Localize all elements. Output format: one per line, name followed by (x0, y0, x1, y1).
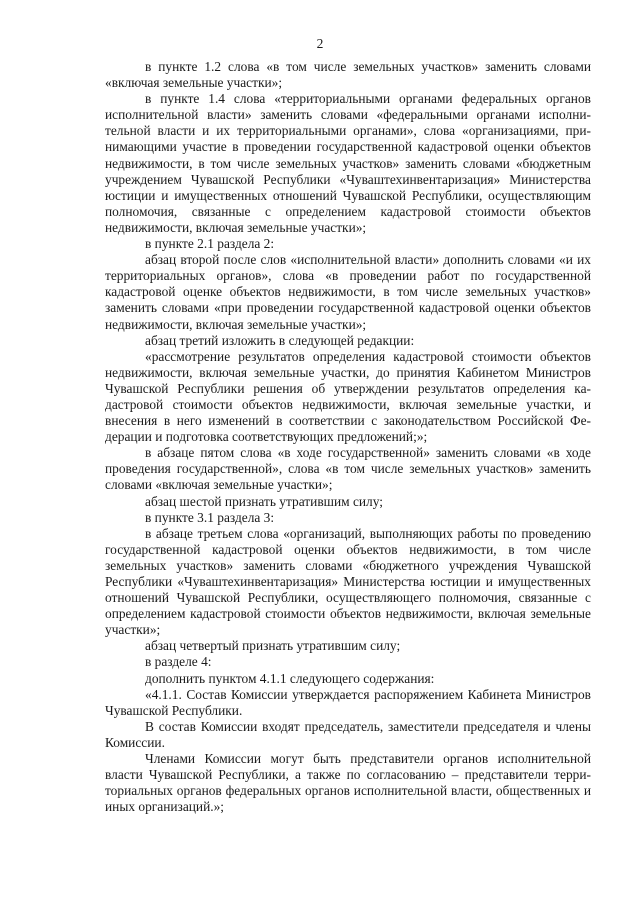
paragraph: дополнить пунктом 4.1.1 следующего содержания: (145, 670, 435, 686)
paragraph: «4.1.1. Состав Комиссии утверждается распоряжением Кабинета Министров Чувашской Республики. (105, 686, 591, 718)
paragraph: абзац четвертый признать утратившим силу; (145, 638, 401, 654)
document-body (105, 59, 591, 815)
paragraph: в пункте 2.1 раздела 2: (145, 236, 275, 252)
page-number: 2 (316, 36, 324, 51)
paragraph: в пункте 1.4 слова «территориальными органами федеральных органов исполнительной власти» заменить словами «федеральными органами исполнительной власти и их территориальными органами», слова «организациями, принимающими участие в проведении государственной кадастровой оценки объектов недвижимости, в том числе земельных участков» заменить словами «бюджетным учреждением Чувашской Республики «Чуваштехинвентаризация» Министерства юстиции и имущественных отношений Чувашской Республики, осуществляющим полномочия, связанные с определением кадастровой стоимости объектов недвижимости, включая земельные участки»; (105, 91, 591, 235)
paragraph: в абзаце третьем слова «организаций, выполняющих работы по проведению государственной кадастровой оценки объектов недвижимости, в том числе земельных участков» заменить словами «бюджетного учреждения Чувашской Республики «Чуваштехинвентаризация» Министерства юстиции и имущественных отношений Чувашской Республики, осуществляющего полномочия, связанные с определением кадастровой стоимости объектов недвижимости, включая земельные участки»; (105, 525, 591, 638)
paragraph: абзац второй после слов «исполнительной власти» дополнить словами «и их территориальных органов», слова «в проведении работ по государственной кадастровой оценке объектов недвижимости, в том числе земельных участков» заменить словами «при проведении государственной кадастровой оценки объектов недвижимости, включая земельные участки»; (105, 252, 591, 332)
paragraph: в пункте 1.2 слова «в том числе земельных участков» заменить словами «включая земельные участки»; (105, 59, 591, 91)
paragraph: абзац шестой признать утратившим силу; (145, 493, 383, 509)
paragraph: В состав Комиссии входят председатель, заместители председателя и члены Комиссии. (105, 718, 591, 750)
paragraph: в абзаце пятом слова «в ходе государственной» заменить словами «в ходе проведения государственной», слова «в том числе земельных участков» заменить словами «включая земельные участки»; (105, 445, 591, 493)
paragraph: «рассмотрение результатов определения кадастровой стоимости объектов недвижимости, включая земельные участки, до принятия Кабинетом Министров Чувашской Республики решения об утверждении результатов определения кадастровой стоимости объектов недвижимости, включая земельные участки, и внесения в него изменений в соответствии с законодательством Российской Федерации и подготовка соответствующих предложений;»; (105, 348, 591, 445)
paragraph: абзац третий изложить в следующей редакции: (145, 332, 415, 348)
paragraph: в пункте 3.1 раздела 3: (145, 509, 275, 525)
paragraph: в разделе 4: (145, 654, 212, 670)
paragraph: Членами Комиссии могут быть представители органов исполнительной власти Чувашской Республики, а также по согласованию – представители территориальных органов федеральных органов исполнительной власти, общественных и иных организаций.»; (105, 751, 591, 815)
